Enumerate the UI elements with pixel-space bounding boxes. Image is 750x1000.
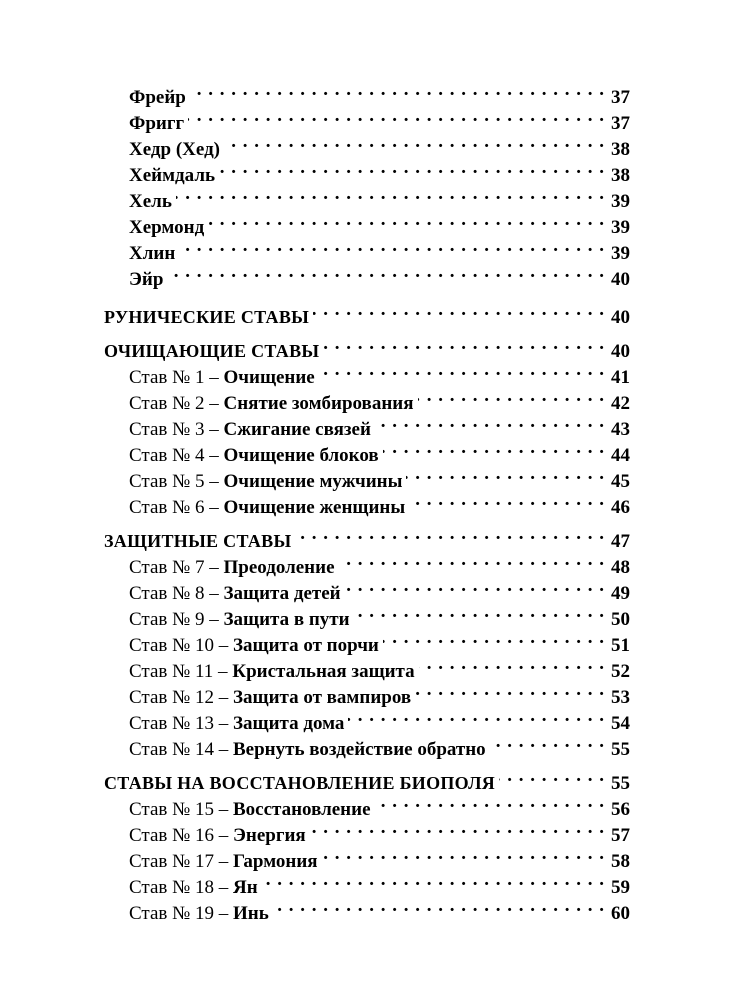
toc-entry-title bbox=[104, 875, 258, 901]
toc-entry-title bbox=[104, 659, 415, 685]
toc-page-number: 52 bbox=[611, 661, 630, 682]
stav-name: Очищение мужчины bbox=[223, 471, 403, 492]
toc-page-number: 37 bbox=[611, 87, 630, 108]
toc-leader-dots bbox=[208, 207, 604, 233]
stav-prefix: Став № 13 – bbox=[129, 713, 229, 734]
stav-name: Сжигание связей bbox=[223, 419, 371, 440]
toc-section-title: СТАВЫ НА ВОССТАНОВЛЕНИЕ БИОПОЛЯ bbox=[104, 773, 496, 793]
toc-leader-dots bbox=[295, 521, 604, 547]
toc-page-number: 39 bbox=[611, 191, 630, 212]
stav-prefix: Став № 7 – bbox=[129, 557, 219, 578]
toc-page-number: 45 bbox=[611, 471, 630, 492]
toc-section-title: РУНИЧЕСКИЕ СТАВЫ bbox=[104, 307, 310, 327]
toc-entry bbox=[104, 233, 630, 264]
toc-section-title: ОЧИЩАЮЩИЕ СТАВЫ bbox=[104, 341, 320, 361]
toc-leader-dots bbox=[179, 233, 604, 259]
stav-prefix: Став № 12 – bbox=[129, 687, 229, 708]
toc-page-number: 53 bbox=[611, 687, 630, 708]
toc-page-number: 55 bbox=[611, 773, 630, 794]
stav-prefix: Став № 5 – bbox=[129, 471, 219, 492]
toc-entry-title bbox=[104, 823, 306, 849]
stav-name: Защита детей bbox=[223, 583, 341, 604]
toc-leader-dots bbox=[167, 259, 604, 285]
toc-leader-dots bbox=[262, 867, 604, 893]
toc-entry-title bbox=[104, 469, 402, 495]
stav-prefix: Став № 18 – bbox=[129, 877, 229, 898]
toc-page-number: 51 bbox=[611, 635, 630, 656]
toc-leader-dots bbox=[188, 103, 604, 129]
toc-leader-dots bbox=[375, 409, 604, 435]
stav-name: Инь bbox=[233, 903, 269, 924]
stav-name: Вернуть воздействие обратно bbox=[233, 739, 486, 760]
toc-leader-dots bbox=[415, 677, 604, 703]
stav-prefix: Став № 1 – bbox=[129, 367, 219, 388]
toc-leader-dots bbox=[313, 297, 604, 323]
toc-page-number: 55 bbox=[611, 739, 630, 760]
toc-leader-dots bbox=[383, 625, 604, 651]
stav-name: Гармония bbox=[233, 851, 318, 872]
toc-entry bbox=[104, 259, 630, 290]
toc-entry-title: Хель bbox=[129, 191, 172, 212]
stav-prefix: Став № 3 – bbox=[129, 419, 219, 440]
toc-page-number: 48 bbox=[611, 557, 630, 578]
toc-entry-title bbox=[104, 901, 269, 927]
toc-leader-dots bbox=[339, 547, 604, 573]
toc-entry-title bbox=[104, 555, 335, 581]
toc-page-number: 40 bbox=[611, 269, 630, 290]
toc-page-number: 59 bbox=[611, 877, 630, 898]
toc-page-number: 58 bbox=[611, 851, 630, 872]
toc-section-heading bbox=[104, 521, 630, 552]
toc-entry-title: Хеймдаль bbox=[129, 165, 216, 186]
toc-leader-dots bbox=[322, 841, 604, 867]
toc-page-number: 42 bbox=[611, 393, 630, 414]
toc-entry-title: Хлин bbox=[129, 243, 176, 264]
toc-entry-title: Эйр bbox=[129, 269, 164, 290]
toc-leader-dots bbox=[323, 331, 604, 357]
toc-section-heading bbox=[104, 297, 630, 328]
toc-page-number: 39 bbox=[611, 217, 630, 238]
toc-leader-dots bbox=[319, 357, 604, 383]
stav-name: Защита дома bbox=[233, 713, 345, 734]
toc-leader-dots bbox=[383, 435, 604, 461]
toc-leader-dots bbox=[419, 651, 604, 677]
stav-name: Очищение bbox=[223, 367, 315, 388]
toc-entry-title bbox=[104, 365, 315, 391]
toc-entry-title bbox=[104, 417, 371, 443]
toc-page-number: 47 bbox=[611, 531, 630, 552]
toc-leader-dots bbox=[499, 763, 604, 789]
stav-prefix: Став № 17 – bbox=[129, 851, 229, 872]
toc-entry bbox=[104, 181, 630, 212]
stav-prefix: Став № 8 – bbox=[129, 583, 219, 604]
toc-leader-dots bbox=[176, 181, 604, 207]
stav-prefix: Став № 10 – bbox=[129, 635, 229, 656]
stav-name: Очищение блоков bbox=[223, 445, 379, 466]
stav-prefix: Став № 6 – bbox=[129, 497, 219, 518]
toc-page-number: 37 bbox=[611, 113, 630, 134]
toc-page-number: 41 bbox=[611, 367, 630, 388]
stav-name: Очищение женщины bbox=[223, 497, 406, 518]
toc-entry-title: Хедр (Хед) bbox=[129, 139, 221, 160]
toc-leader-dots bbox=[418, 383, 605, 409]
toc-section-heading bbox=[104, 763, 630, 794]
stav-name: Защита от порчи bbox=[233, 635, 379, 656]
toc-page-number: 60 bbox=[611, 903, 630, 924]
toc-entry bbox=[104, 77, 630, 108]
stav-name: Восстановление bbox=[233, 799, 371, 820]
stav-name: Ян bbox=[233, 877, 258, 898]
stav-name: Защита от вампиров bbox=[233, 687, 412, 708]
stav-prefix: Став № 4 – bbox=[129, 445, 219, 466]
toc-entry-title bbox=[104, 633, 379, 659]
toc-entry-title bbox=[104, 607, 350, 633]
toc-leader-dots bbox=[354, 599, 604, 625]
toc-page-number: 40 bbox=[611, 341, 630, 362]
toc-page-number: 46 bbox=[611, 497, 630, 518]
toc-page-number: 43 bbox=[611, 419, 630, 440]
toc-page-number: 40 bbox=[611, 307, 630, 328]
toc-page-number: 57 bbox=[611, 825, 630, 846]
toc-section-title: ЗАЩИТНЫЕ СТАВЫ bbox=[104, 531, 292, 551]
toc-leader-dots bbox=[375, 789, 604, 815]
toc-page-number: 39 bbox=[611, 243, 630, 264]
stav-name: Энергия bbox=[233, 825, 306, 846]
stav-name: Преодоление bbox=[223, 557, 335, 578]
toc-entry-title: Фригг bbox=[129, 113, 185, 134]
toc-leader-dots bbox=[348, 703, 604, 729]
toc-leader-dots bbox=[224, 129, 604, 155]
toc-page-number: 49 bbox=[611, 583, 630, 604]
toc-entry-title bbox=[104, 711, 344, 737]
stav-name: Снятие зомбирования bbox=[223, 393, 414, 414]
toc-page-number: 38 bbox=[611, 139, 630, 160]
toc-entry bbox=[104, 207, 630, 238]
toc-page-number: 56 bbox=[611, 799, 630, 820]
toc-entry-title bbox=[104, 391, 414, 417]
stav-prefix: Став № 11 – bbox=[129, 661, 228, 682]
toc-page-number: 38 bbox=[611, 165, 630, 186]
toc-leader-dots bbox=[345, 573, 604, 599]
toc-leader-dots bbox=[273, 893, 604, 919]
toc-entry-title bbox=[104, 581, 341, 607]
stav-name: Кристальная защита bbox=[232, 661, 415, 682]
stav-prefix: Став № 2 – bbox=[129, 393, 219, 414]
stav-prefix: Став № 9 – bbox=[129, 609, 219, 630]
toc-leader-dots bbox=[310, 815, 604, 841]
toc-entry-title bbox=[104, 737, 486, 763]
toc-page-number: 54 bbox=[611, 713, 630, 734]
toc-entry-title bbox=[104, 443, 379, 469]
toc-leader-dots bbox=[490, 729, 604, 755]
toc-entry-title: Хермонд bbox=[129, 217, 205, 238]
toc-section-heading bbox=[104, 331, 630, 362]
stav-name: Защита в пути bbox=[223, 609, 350, 630]
stav-prefix: Став № 19 – bbox=[129, 903, 229, 924]
toc-leader-dots bbox=[219, 155, 604, 181]
stav-prefix: Став № 15 – bbox=[129, 799, 229, 820]
toc-entry-title: Фрейр bbox=[129, 87, 186, 108]
toc-entry-title bbox=[104, 495, 405, 521]
toc-page-number: 44 bbox=[611, 445, 630, 466]
stav-prefix: Став № 16 – bbox=[129, 825, 229, 846]
stav-prefix: Став № 14 – bbox=[129, 739, 229, 760]
toc-leader-dots bbox=[406, 461, 604, 487]
toc-page-number: 50 bbox=[611, 609, 630, 630]
toc-leader-dots bbox=[190, 77, 604, 103]
toc-leader-dots bbox=[409, 487, 604, 513]
table-of-contents bbox=[104, 77, 630, 924]
